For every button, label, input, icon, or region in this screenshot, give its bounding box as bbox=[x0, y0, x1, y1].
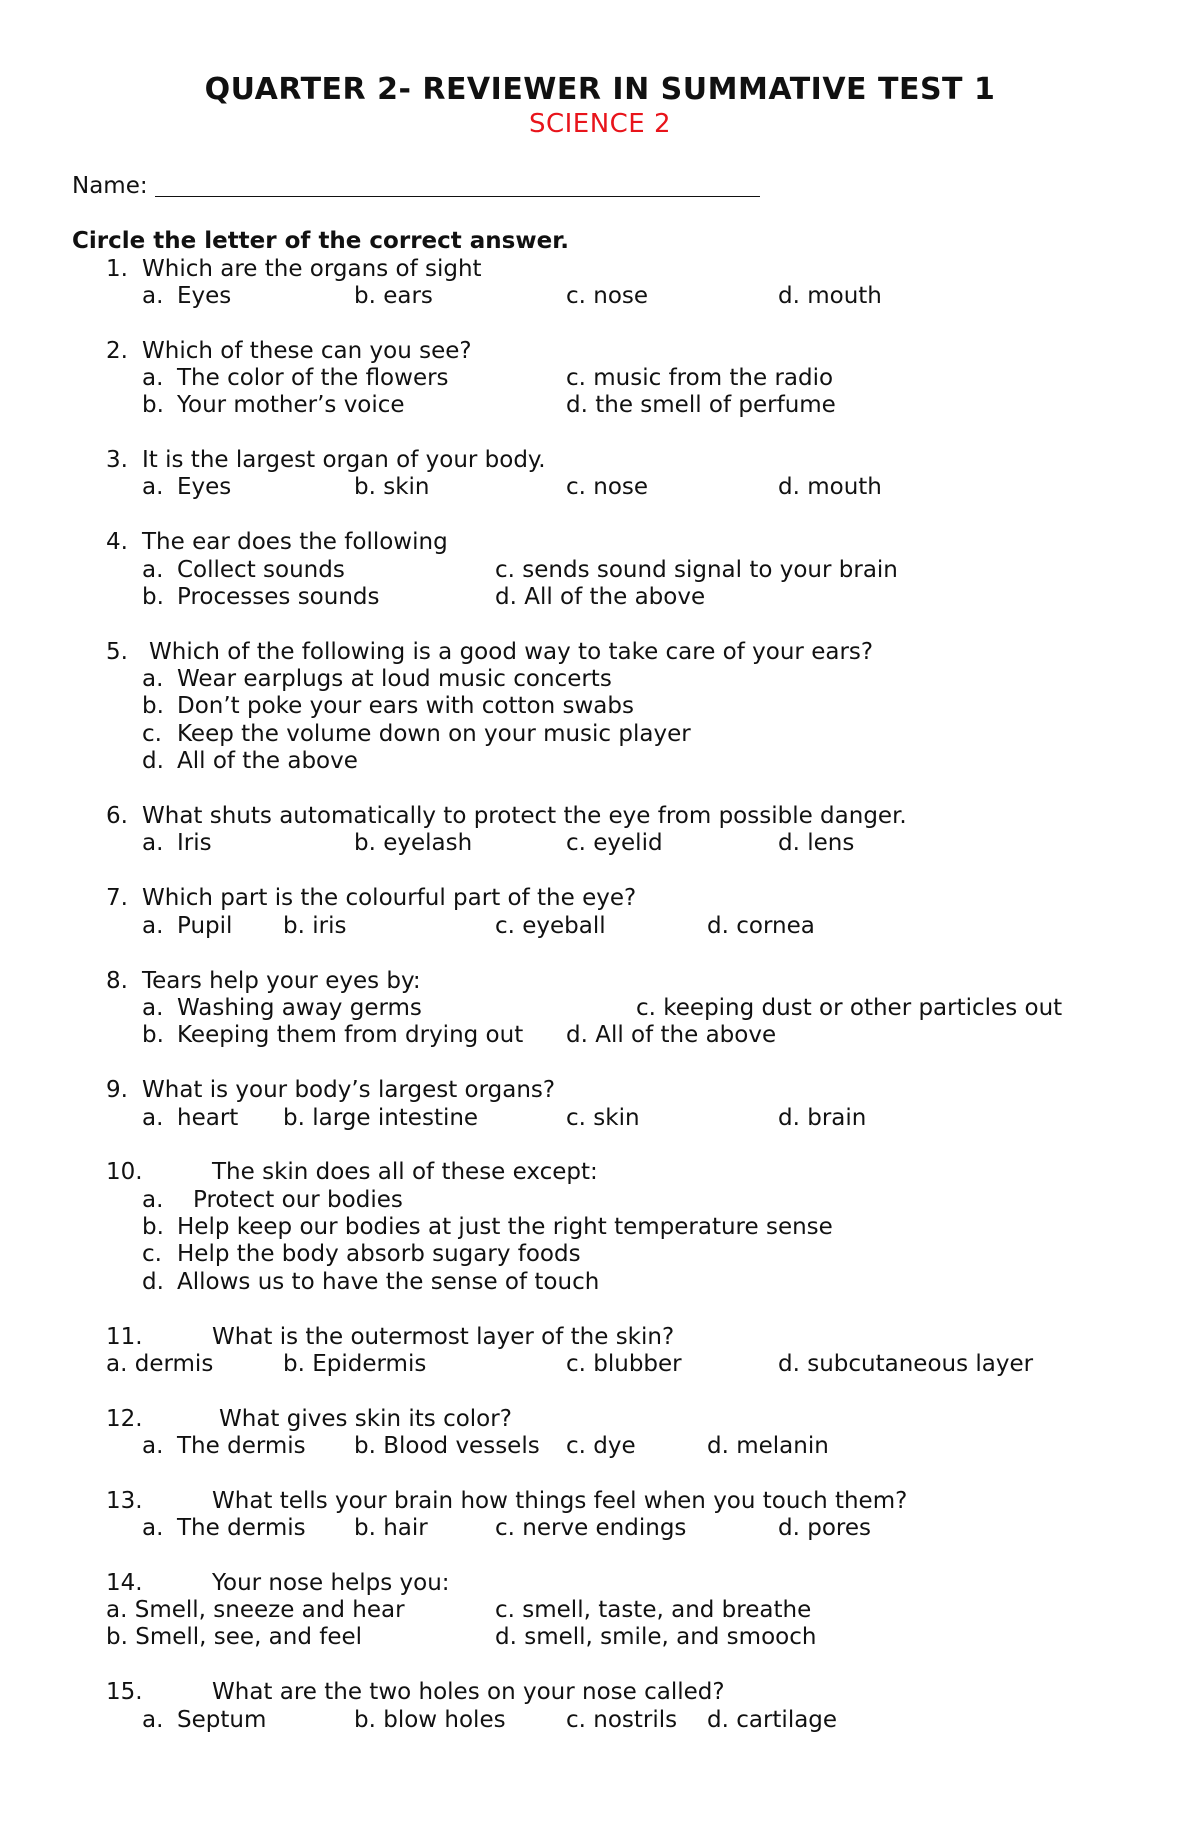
option-letter: a. bbox=[142, 283, 164, 309]
option-text: c. smell, taste, and breathe bbox=[495, 1597, 812, 1623]
option-letter: b. bbox=[142, 693, 164, 719]
question-number: 9. bbox=[106, 1077, 128, 1103]
option-text: b. iris bbox=[283, 913, 347, 939]
question-text: Your nose helps you: bbox=[212, 1570, 450, 1596]
option-text: a. Smell, sneeze and hear bbox=[106, 1597, 405, 1623]
question-text: Which of the following is a good way to take care of your ears? bbox=[149, 639, 874, 665]
option-text: b. eyelash bbox=[354, 830, 473, 856]
option-text: Eyes bbox=[177, 474, 232, 500]
option-text: d. the smell of perfume bbox=[566, 392, 836, 418]
option-text: d. All of the above bbox=[495, 584, 706, 610]
option-letter: a. bbox=[142, 666, 164, 692]
option-text: Collect sounds bbox=[177, 557, 345, 583]
option-text: b. Smell, see, and feel bbox=[106, 1624, 363, 1650]
question-number: 1. bbox=[106, 256, 128, 282]
option-letter: c. bbox=[142, 1241, 162, 1267]
option-text: c. music from the radio bbox=[566, 365, 834, 391]
question-text: Which are the organs of sight bbox=[142, 256, 482, 282]
option-text: c. dye bbox=[566, 1433, 636, 1459]
question-text: Which part is the colourful part of the eye? bbox=[142, 885, 637, 911]
option-letter: b. bbox=[142, 1022, 164, 1048]
question-text: The skin does all of these except: bbox=[212, 1159, 598, 1185]
option-text: c. keeping dust or other particles out bbox=[636, 995, 1063, 1021]
option-letter: b. bbox=[142, 584, 164, 610]
option-text: Pupil bbox=[177, 913, 233, 939]
option-text: d. smell, smile, and smooch bbox=[495, 1624, 817, 1650]
option-text: Keeping them from drying out bbox=[177, 1022, 524, 1048]
option-text: Help keep our bodies at just the right temperature sense bbox=[177, 1214, 833, 1240]
option-letter: a. bbox=[142, 1187, 164, 1213]
question-number: 4. bbox=[106, 529, 128, 555]
option-text: a. dermis bbox=[106, 1351, 214, 1377]
option-text: Allows us to have the sense of touch bbox=[177, 1269, 600, 1295]
option-text: d. lens bbox=[778, 830, 855, 856]
option-text: d. melanin bbox=[707, 1433, 829, 1459]
question-number: 15. bbox=[106, 1679, 143, 1705]
question-number: 12. bbox=[106, 1406, 143, 1432]
option-text: c. nose bbox=[566, 283, 649, 309]
option-text: Processes sounds bbox=[177, 584, 380, 610]
option-text: d. mouth bbox=[778, 283, 882, 309]
question-number: 11. bbox=[106, 1324, 143, 1350]
option-letter: a. bbox=[142, 365, 164, 391]
question-text: Tears help your eyes by: bbox=[142, 968, 421, 994]
question-text: What are the two holes on your nose called? bbox=[212, 1679, 725, 1705]
option-text: The dermis bbox=[177, 1433, 306, 1459]
question-text: What is your body’s largest organs? bbox=[142, 1077, 556, 1103]
question-number: 7. bbox=[106, 885, 128, 911]
option-text: c. nerve endings bbox=[495, 1515, 687, 1541]
option-text: d. cartilage bbox=[707, 1707, 838, 1733]
option-text: Iris bbox=[177, 830, 212, 856]
question-text: What shuts automatically to protect the eye from possible danger. bbox=[142, 803, 907, 829]
question-number: 2. bbox=[106, 338, 128, 364]
question-text: What gives skin its color? bbox=[219, 1406, 512, 1432]
option-text: Help the body absorb sugary foods bbox=[177, 1241, 581, 1267]
option-text: Washing away germs bbox=[177, 995, 422, 1021]
question-text: Which of these can you see? bbox=[142, 338, 472, 364]
option-text: c. sends sound signal to your brain bbox=[495, 557, 898, 583]
option-letter: a. bbox=[142, 913, 164, 939]
option-letter: a. bbox=[142, 1515, 164, 1541]
option-letter: c. bbox=[142, 721, 162, 747]
option-text: d. cornea bbox=[707, 913, 815, 939]
option-text: Keep the volume down on your music player bbox=[177, 721, 691, 747]
option-text: All of the above bbox=[177, 748, 358, 774]
option-text: c. eyeball bbox=[495, 913, 606, 939]
option-text: b. skin bbox=[354, 474, 430, 500]
instruction-text: Circle the letter of the correct answer. bbox=[72, 228, 570, 254]
option-letter: d. bbox=[142, 748, 164, 774]
question-number: 6. bbox=[106, 803, 128, 829]
question-number: 10. bbox=[106, 1159, 143, 1185]
question-number: 3. bbox=[106, 447, 128, 473]
option-text: b. Blood vessels bbox=[354, 1433, 540, 1459]
option-text: c. eyelid bbox=[566, 830, 663, 856]
option-text: c. nose bbox=[566, 474, 649, 500]
option-text: Eyes bbox=[177, 283, 232, 309]
question-text: What is the outermost layer of the skin? bbox=[212, 1324, 675, 1350]
option-text: Your mother’s voice bbox=[177, 392, 405, 418]
page-subtitle: SCIENCE 2 bbox=[528, 109, 672, 139]
option-text: Protect our bodies bbox=[193, 1187, 403, 1213]
option-letter: a. bbox=[142, 557, 164, 583]
option-letter: a. bbox=[142, 1105, 164, 1131]
option-letter: b. bbox=[142, 392, 164, 418]
option-text: b. large intestine bbox=[283, 1105, 479, 1131]
option-text: b. ears bbox=[354, 283, 433, 309]
question-number: 8. bbox=[106, 968, 128, 994]
option-text: The dermis bbox=[177, 1515, 306, 1541]
option-text: Wear earplugs at loud music concerts bbox=[177, 666, 612, 692]
option-text: d. mouth bbox=[778, 474, 882, 500]
option-text: b. blow holes bbox=[354, 1707, 506, 1733]
option-text: c. skin bbox=[566, 1105, 640, 1131]
option-text: Septum bbox=[177, 1707, 267, 1733]
question-number: 13. bbox=[106, 1488, 143, 1514]
option-text: b. Epidermis bbox=[283, 1351, 427, 1377]
question-number: 5. bbox=[106, 639, 128, 665]
option-text: b. hair bbox=[354, 1515, 428, 1541]
option-text: The color of the flowers bbox=[177, 365, 449, 391]
option-text: d. pores bbox=[778, 1515, 871, 1541]
page-title: QUARTER 2- REVIEWER IN SUMMATIVE TEST 1 bbox=[204, 72, 996, 107]
option-letter: a. bbox=[142, 1707, 164, 1733]
option-letter: a. bbox=[142, 830, 164, 856]
option-letter: d. bbox=[142, 1269, 164, 1295]
option-text: heart bbox=[177, 1105, 239, 1131]
question-text: The ear does the following bbox=[142, 529, 448, 555]
option-text: d. subcutaneous layer bbox=[778, 1351, 1034, 1377]
option-letter: b. bbox=[142, 1214, 164, 1240]
option-letter: a. bbox=[142, 1433, 164, 1459]
option-letter: a. bbox=[142, 995, 164, 1021]
option-text: c. nostrils bbox=[566, 1707, 678, 1733]
option-letter: a. bbox=[142, 474, 164, 500]
option-text: c. blubber bbox=[566, 1351, 682, 1377]
name-blank-line bbox=[155, 196, 760, 197]
name-label: Name: bbox=[72, 173, 148, 199]
question-text: What tells your brain how things feel when you touch them? bbox=[212, 1488, 908, 1514]
option-text: d. All of the above bbox=[566, 1022, 777, 1048]
question-number: 14. bbox=[106, 1570, 143, 1596]
option-text: d. brain bbox=[778, 1105, 867, 1131]
question-text: It is the largest organ of your body. bbox=[142, 447, 546, 473]
option-text: Don’t poke your ears with cotton swabs bbox=[177, 693, 634, 719]
